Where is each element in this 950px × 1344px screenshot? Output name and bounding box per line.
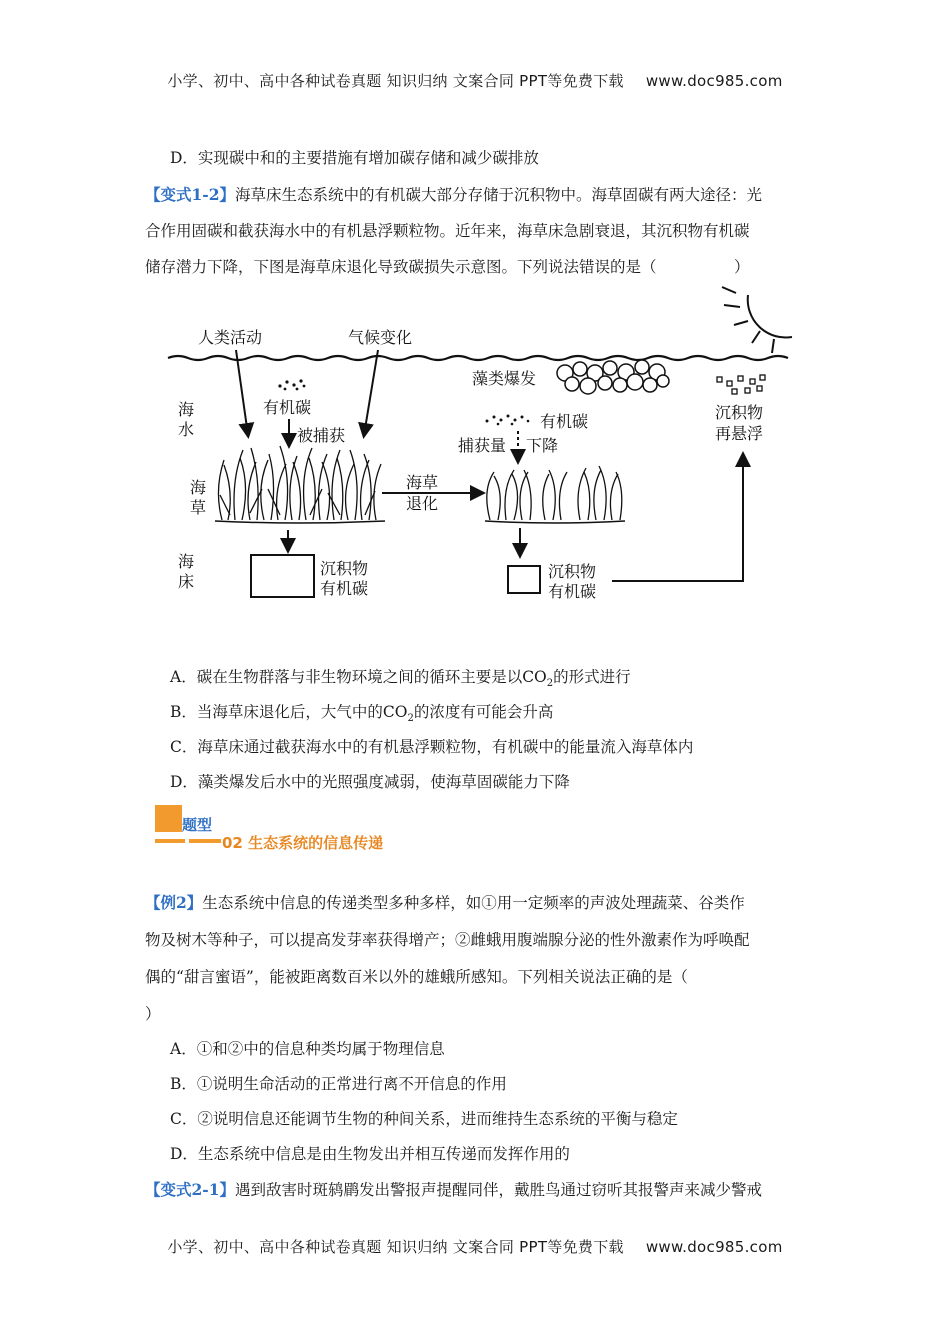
q1-2-line3: 储存潜力下降，下图是海草床退化导致碳损失示意图。下列说法错误的是（ ） — [145, 258, 750, 276]
label-sediment-right-2: 有机碳 — [548, 582, 597, 601]
ex2-line1 — [145, 891, 745, 913]
arrow-climate-change — [364, 350, 378, 435]
q1-2-option-c: C．海草床通过截获海水中的有机悬浮颗粒物，有机碳中的能量流入海草体内 — [170, 738, 694, 756]
label-sediment-right-1: 沉积物 — [548, 562, 597, 581]
label-human-activity: 人类活动 — [198, 328, 263, 347]
q1-2-line2: 合作用固碳和截获海水中的有机悬浮颗粒物。近年来，海草床急剧衰退，其沉积物有机碳 — [145, 222, 750, 240]
q1-2-option-b — [170, 700, 553, 724]
header-text: 小学、初中、高中各种试卷真题 知识归纳 文案合同 PPT等免费下载 — [167, 72, 624, 90]
ex2-option-a: A．①和②中的信息种类均属于物理信息 — [170, 1040, 445, 1058]
label-algae-bloom: 藻类爆发 — [472, 369, 537, 388]
label-seagrass-1: 海 — [190, 478, 207, 497]
organic-particles-right-icon — [486, 415, 530, 426]
resuspended-particles-icon — [717, 375, 765, 394]
section-title: 02 生态系统的信息传递 — [222, 834, 384, 852]
footer-text: 小学、初中、高中各种试卷真题 知识归纳 文案合同 PPT等免费下载 — [167, 1238, 624, 1256]
q1-2-option-a — [170, 665, 631, 689]
ex2-option-c: C．②说明信息还能调节生物的种间关系，进而维持生态系统的平衡与稳定 — [170, 1110, 678, 1128]
q2-1-tag: 【变式2-1】 — [145, 1180, 236, 1199]
label-decrease: 下降 — [526, 436, 559, 455]
q2-1-line1 — [145, 1178, 762, 1200]
seagrass-carbon-diagram — [160, 285, 800, 610]
sediment-box-right — [508, 566, 540, 593]
q2-1-text1: 遇到敌害时斑鸫鹛发出警报声提醒同伴，戴胜鸟通过窃听其报警声来减少警戒 — [235, 1181, 763, 1199]
arrow-resuspension — [612, 455, 743, 581]
label-resuspend-1: 沉积物 — [715, 403, 764, 422]
page-footer — [0, 1236, 950, 1257]
section-underline-1 — [155, 839, 185, 843]
q1-2-option-b-post: 的浓度有可能会升高 — [413, 703, 554, 721]
q1-2-option-a-sub: 2 — [546, 678, 554, 690]
label-degrade-1: 海草 — [406, 473, 439, 492]
label-degrade-2: 退化 — [406, 494, 439, 513]
ex2-option-b: B．①说明生命活动的正常进行离不开信息的作用 — [170, 1075, 507, 1093]
label-seabed-1: 海 — [178, 552, 195, 571]
arrow-human-activity — [236, 350, 248, 435]
section-box-icon — [155, 805, 182, 832]
label-sediment-left-1: 沉积物 — [320, 559, 369, 578]
section-label: 题型 — [182, 816, 213, 834]
q1-2-option-a-text: A．碳在生物群落与非生物环境之间的循环主要是以CO — [170, 668, 547, 686]
q1-2-option-b-sub: 2 — [407, 713, 414, 725]
sun-icon — [722, 287, 792, 353]
label-capture-amount: 捕获量 — [458, 436, 507, 455]
label-sediment-left-2: 有机碳 — [320, 579, 369, 598]
label-seawater-1: 海 — [178, 400, 195, 419]
ex2-line4: ） — [145, 1005, 161, 1023]
ex2-line2: 物及树木等种子，可以提高发芽率获得增产；②雌蛾用腹端腺分泌的性外激素作为呼唤配 — [145, 931, 750, 949]
label-seagrass-2: 草 — [190, 498, 207, 517]
q1-2-option-a-post: 的形式进行 — [553, 668, 631, 686]
seagrass-dense-icon — [218, 446, 381, 520]
page-header — [0, 70, 950, 91]
seagrass-sparse-icon — [487, 466, 622, 520]
footer-site-link[interactable]: www.doc985.com — [645, 1238, 783, 1256]
section-header — [155, 805, 455, 855]
algae-bubbles-icon — [557, 360, 669, 394]
organic-particles-left-icon — [278, 379, 305, 390]
q1-2-tag: 【变式1-2】 — [145, 185, 236, 204]
label-organic-carbon-right: 有机碳 — [540, 412, 589, 431]
label-seawater-2: 水 — [178, 420, 195, 439]
q1-2-option-b-text: B．当海草床退化后，大气中的CO — [170, 703, 408, 721]
water-surface-line — [168, 356, 788, 360]
label-resuspend-2: 再悬浮 — [715, 424, 764, 443]
q1-2-text1: 海草床生态系统中的有机碳大部分存储于沉积物中。海草固碳有两大途径：光 — [235, 186, 763, 204]
label-climate-change: 气候变化 — [348, 328, 413, 347]
q1-2-option-d: D．藻类爆发后水中的光照强度减弱，使海草固碳能力下降 — [170, 773, 570, 791]
ex2-text1: 生态系统中信息的传递类型多种多样，如①用一定频率的声波处理蔬菜、谷类作 — [202, 894, 745, 912]
ex2-tag: 【例2】 — [145, 893, 203, 912]
label-seabed-2: 床 — [178, 572, 195, 591]
ex2-option-d: D．生态系统中信息是由生物发出并相互传递而发挥作用的 — [170, 1145, 570, 1163]
prev-option-d: D．实现碳中和的主要措施有增加碳存储和减少碳排放 — [170, 149, 539, 167]
ex2-line3: 偶的“甜言蜜语”，能被距离数百米以外的雄蛾所感知。下列相关说法正确的是（ — [145, 968, 688, 986]
sediment-box-left — [251, 555, 314, 597]
label-organic-carbon-left: 有机碳 — [263, 398, 312, 417]
q1-2-line1 — [145, 183, 762, 205]
section-underline-2 — [189, 839, 221, 843]
label-captured: 被捕获 — [297, 426, 346, 445]
header-site-link[interactable]: www.doc985.com — [645, 72, 783, 90]
